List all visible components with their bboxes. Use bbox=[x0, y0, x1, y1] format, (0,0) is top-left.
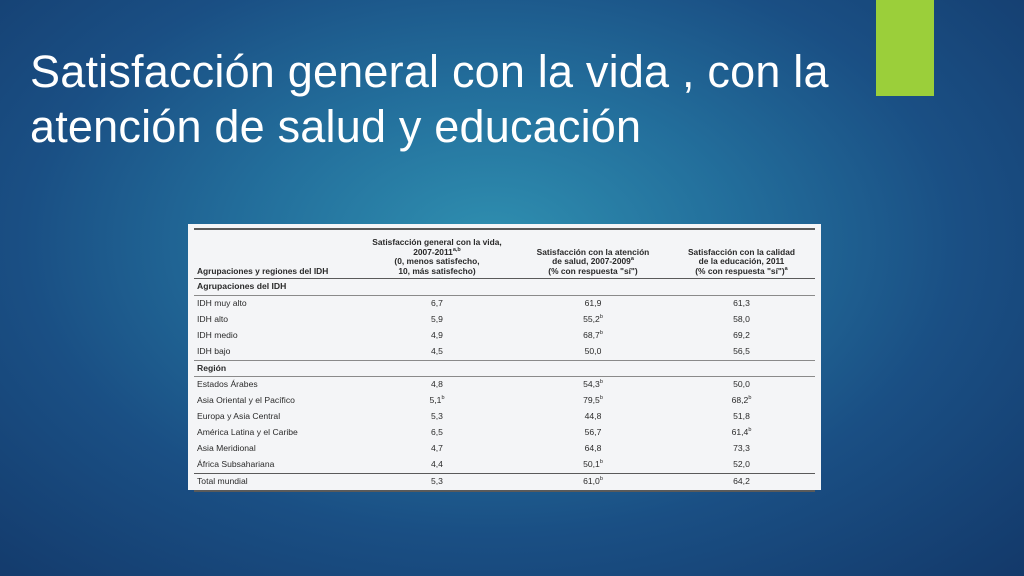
row-label: África Subsahariana bbox=[197, 458, 275, 469]
cell-value: 61,3 bbox=[733, 297, 750, 308]
table-body bbox=[194, 279, 815, 491]
table-row bbox=[194, 312, 815, 328]
cell-value: 55,2$^b$ bbox=[583, 313, 603, 324]
cell-value: 79,5$^b$ bbox=[583, 395, 603, 406]
row-label: Estados Árabes bbox=[197, 379, 258, 390]
cell-value: 73,3 bbox=[733, 443, 750, 454]
table-image bbox=[188, 224, 821, 490]
row-label: Total mundial bbox=[194, 473, 356, 490]
cell-value: 69,2 bbox=[733, 329, 750, 340]
cell-value: 50,0 bbox=[733, 379, 750, 390]
cell-value: 68,2$^b$ bbox=[731, 395, 752, 406]
satisfaction-table bbox=[194, 228, 815, 492]
cell-value: 4,7 bbox=[431, 443, 443, 454]
cell-value: 4,4 bbox=[431, 458, 443, 469]
cell-value: 54,3$^b$ bbox=[583, 379, 603, 390]
slide-title-line2: atención de salud y educación bbox=[30, 101, 642, 152]
cell-value: 5,9 bbox=[431, 313, 443, 324]
header-satisfaccion-vida: Satisfacción general con la vida, 2007-2011$^{a,b}$ (0, menos satisfecho, 10, más satisfecho) bbox=[356, 229, 518, 279]
cell-value: 4,8 bbox=[431, 379, 443, 390]
cell-value: 56,7 bbox=[584, 427, 602, 438]
row-label: IDH muy alto bbox=[197, 297, 247, 308]
cell-value: 50,1$^b$ bbox=[583, 458, 603, 469]
row-label: IDH alto bbox=[197, 313, 229, 324]
slide-title bbox=[30, 44, 970, 154]
cell-value: 61,0$^b$ bbox=[518, 473, 668, 490]
cell-value: 6,5 bbox=[431, 427, 443, 438]
table-row bbox=[194, 328, 815, 344]
header-satisfaccion-salud: Satisfacción con la atención de salud, 2007-2009$^a$ (% con respuesta "sí") bbox=[518, 229, 668, 279]
section-header-row bbox=[194, 279, 815, 296]
table-header-row bbox=[194, 229, 815, 279]
table-row bbox=[194, 425, 815, 441]
cell-value: 61,4$^b$ bbox=[731, 427, 752, 438]
cell-value: 61,9 bbox=[584, 297, 602, 308]
row-label: IDH bajo bbox=[197, 345, 231, 356]
row-label: América Latina y el Caribe bbox=[197, 427, 298, 438]
slide-title-line1: Satisfacción general con la vida , con la bbox=[30, 46, 829, 97]
row-label: Europa y Asia Central bbox=[197, 411, 281, 422]
table-row bbox=[194, 295, 815, 311]
cell-value: 5,3 bbox=[431, 411, 443, 422]
header-satisfaccion-educacion: Satisfacción con la calidad de la educación, 2011 (% con respuesta "sí")$^a$ bbox=[668, 229, 815, 279]
cell-value: 5,3 bbox=[356, 473, 518, 490]
cell-value: 6,7 bbox=[431, 297, 443, 308]
cell-value: 68,7$^b$ bbox=[583, 329, 603, 340]
section-title: Agrupaciones del IDH bbox=[194, 279, 815, 296]
header-agrupaciones: Agrupaciones y regiones del IDH bbox=[194, 229, 356, 279]
cell-value: 64,8 bbox=[584, 443, 602, 454]
section-title: Región bbox=[194, 360, 815, 377]
cell-value: 51,8 bbox=[733, 411, 750, 422]
cell-value: 52,0 bbox=[733, 458, 750, 469]
section-header-row bbox=[194, 360, 815, 377]
table-row bbox=[194, 409, 815, 425]
row-label: Asia Oriental y el Pacífico bbox=[197, 395, 295, 406]
cell-value: 5,1$^b$ bbox=[429, 395, 445, 406]
table-row bbox=[194, 377, 815, 393]
cell-value: 58,0 bbox=[733, 313, 750, 324]
cell-value: 50,0 bbox=[584, 345, 602, 356]
table-row bbox=[194, 344, 815, 360]
cell-value: 4,5 bbox=[431, 345, 443, 356]
row-label: Asia Meridional bbox=[197, 443, 256, 454]
cell-value: 4,9 bbox=[431, 329, 443, 340]
cell-value: 64,2 bbox=[668, 473, 815, 490]
row-label: IDH medio bbox=[197, 329, 238, 340]
cell-value: 56,5 bbox=[733, 345, 750, 356]
table-row bbox=[194, 457, 815, 473]
total-row bbox=[194, 473, 815, 490]
cell-value: 44,8 bbox=[584, 411, 602, 422]
table-row bbox=[194, 393, 815, 409]
table-row bbox=[194, 441, 815, 457]
